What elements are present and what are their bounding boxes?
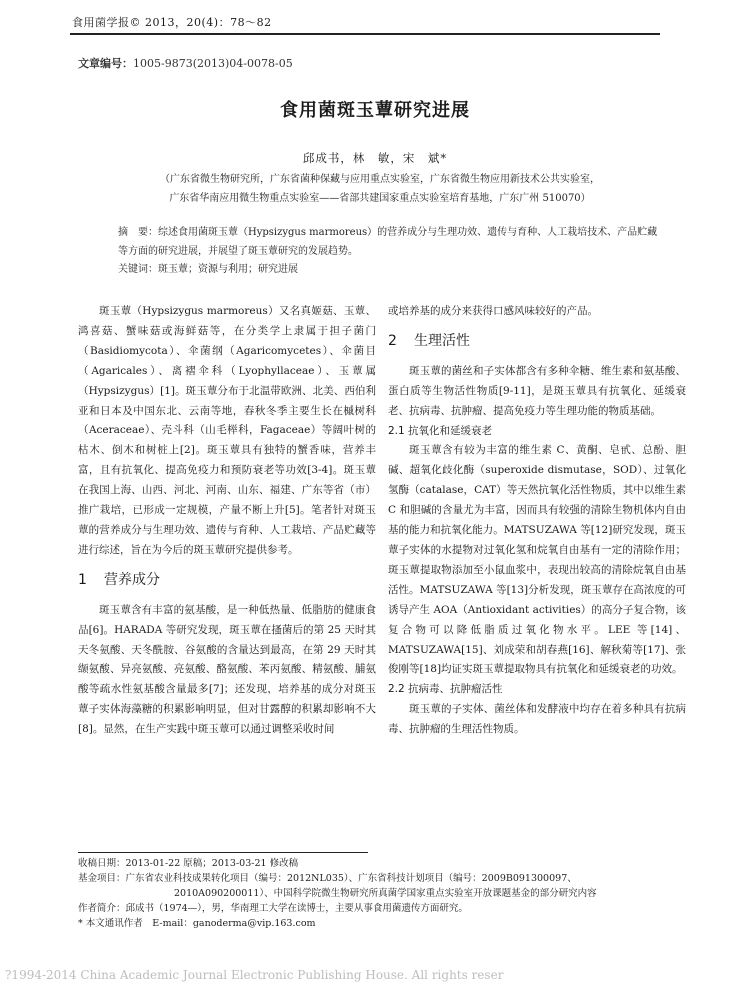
- article-number-value: 1005-9873(2013)04-0078-05: [133, 57, 293, 70]
- section-heading-2: [388, 332, 686, 352]
- section-heading-1: [78, 571, 376, 591]
- affiliation-line: 广东省华南应用微生物重点实验室——省部共建国家重点实验室培育基地，广东广州 510070）: [169, 193, 591, 204]
- keywords-text: 斑玉蕈；资源与利用；研究进展: [158, 264, 298, 275]
- footnote-rule: [78, 852, 368, 853]
- footnote-correspondence: * 本文通讯作者 E-mail：ganoderma@vip.163.com: [78, 918, 316, 929]
- section-2-paragraph: 斑玉蕈的菌丝和子实体都含有多种伞糖、维生素和氨基酸、蛋白质等生物活性物质[9-11]，是斑玉蕈具有抗氧化、延缓衰老、抗病毒、抗肿瘤、提高免疫力等生理功能的物质基础。: [388, 364, 686, 417]
- footnote-author-bio: 作者简介：邱成书（1974—），男，华南理工大学在读博士，主要从事食用菌遗传方面研究。: [78, 903, 468, 914]
- affiliation-line: （广东省微生物研究所，广东省菌种保藏与应用重点实验室，广东省微生物应用新技术公共实验室，: [160, 174, 600, 185]
- body-column-left: [78, 302, 376, 740]
- article-number-label: 文章编号：: [78, 57, 133, 70]
- copyright-notice: ?1994-2014 China Academic Journal Electronic Publishing House. All rights reser: [5, 968, 504, 982]
- body-column-right: [388, 302, 686, 740]
- section-title: 营养成分: [104, 571, 160, 588]
- affiliation: [90, 170, 670, 208]
- section-title: 生理活性: [414, 332, 470, 349]
- abstract: [118, 223, 666, 261]
- footnote-received: 收稿日期：2013-01-22 原稿；2013-03-21 修改稿: [78, 858, 299, 869]
- article-number: [78, 55, 293, 71]
- abstract-text: 综述食用菌斑玉蕈（Hypsizygus marmoreus）的营养成分与生理功效、遗传与育种、人工栽培技术、产品贮藏等方面的研究进展，并展望了斑玉蕈研究的发展趋势。: [118, 227, 658, 257]
- abstract-label: 摘 要：: [118, 227, 158, 238]
- authors: 邱成书，林 敏，宋 斌*: [302, 151, 448, 165]
- subsection-heading-2-1: 2.1 抗氧化和延缓衰老: [388, 424, 493, 437]
- footnote-funding: 基金项目：广东省农业科技成果转化项目（编号：2012NL035）、广东省科技计划项目（编号：2009B091300097、: [78, 873, 577, 884]
- subsection-2-1-paragraph: 斑玉蕈含有较为丰富的维生素 C、黄酮、皂甙、总酚、胆碱、超氧化歧化酶（superoxide dismutase，SOD）、过氧化氢酶（catalase，CAT）等天然抗氧化活性物质，其中以维生素 C 和胆碱的含量尤为丰富，因而具有较强的清除生物机体内自由基的能力和抗氧化能力。MATSUZAWA 等[12]研究发现，斑玉蕈子实体的水提物对过氧化氢和烷氧自由基有一定的清除作用；斑玉蕈提取物添加至小鼠血浆中，表现出较高的清除烷氧自由基活性。MATSUZAWA 等[13]分析发现，斑玉蕈存在高浓度的可诱导产生 AOA（Antioxidant activities）的高分子复合物，该复合物可以降低脂质过氧化物水平。LEE 等[14]、MATSUZAWA[15]、刘成荣和胡春燕[16]、解秋菊等[17]、张俊刚等[18]均证实斑玉蕈提取物具有抗氧化和延缓衰老的功效。: [388, 444, 686, 676]
- section-1-paragraph: 斑玉蕈含有丰富的氨基酸，是一种低热量、低脂肪的健康食品[6]。HARADA 等研究发现，斑玉蕈在搔菌后的第 25 天时其天冬氨酸、天冬酰胺、谷氨酸的含量达到最高，在第 29 天时其缬氨酸、异亮氨酸、亮氨酸、酪氨酸、苯丙氨酸、精氨酸、脯氨酸等疏水性氨基酸含量最多[7]；还发现，培养基的成分对斑玉蕈子实体海藻糖的积累影响明显，但对甘露醇的积累却影响不大[8]。显然，在生产实践中斑玉蕈可以通过调整采收时间: [78, 603, 376, 736]
- header-rule: [70, 33, 660, 35]
- running-head: 食用菌学报© 2013，20(4)：78～82: [72, 16, 272, 29]
- keywords-label: 关键词：: [118, 264, 158, 275]
- subsection-2-2-paragraph: 斑玉蕈的子实体、菌丝体和发酵液中均存在着多种具有抗病毒、抗肿瘤的生理活性物质。: [388, 703, 686, 736]
- footnotes: [78, 856, 678, 931]
- continued-paragraph: 或培养基的成分来获得口感风味较好的产品。: [388, 305, 598, 317]
- subsection-heading-2-2: 2.2 抗病毒、抗肿瘤活性: [388, 683, 503, 696]
- keywords: [118, 260, 666, 275]
- intro-paragraph: 斑玉蕈（Hypsizygus marmoreus）又名真姬菇、玉蕈、鸿喜菇、蟹味菇或海鲜菇等，在分类学上隶属于担子菌门（Basidiomycota）、伞菌纲（Agaricomycetes）、伞菌目（Agaricales）、离褶伞科（Lyophyllaceae）、玉蕈属（Hypsizygus）[1]。斑玉蕈分布于北温带欧洲、北美、西伯利亚和日本及中国东北、云南等地，春秋冬季主要生长在槭树科（Aceraceae）、壳斗科（山毛榉科，Fagaceae）等阔叶树的枯木、倒木和树桩上[2]。斑玉蕈具有独特的蟹香味，营养丰富，且有抗氧化、提高免疫力和预防衰老等功效[3-4]。斑玉蕈在我国上海、山西、河北、河南、山东、福建、广东等省（市）推广栽培，已形成一定规模，产量不断上升[5]。笔者针对斑玉蕈的营养成分与生理功效、遗传与育种、人工栽培、产品贮藏等进行综述，旨在为今后的斑玉蕈研究提供参考。: [78, 305, 376, 556]
- footnote-funding-cont: 2010A090200011）、中国科学院微生物研究所真菌学国家重点实验室开放课题基金的部分研究内容: [174, 888, 597, 899]
- section-number: 2: [388, 332, 397, 349]
- paper-title: 食用菌斑玉蕈研究进展: [280, 100, 470, 121]
- section-number: 1: [78, 571, 87, 588]
